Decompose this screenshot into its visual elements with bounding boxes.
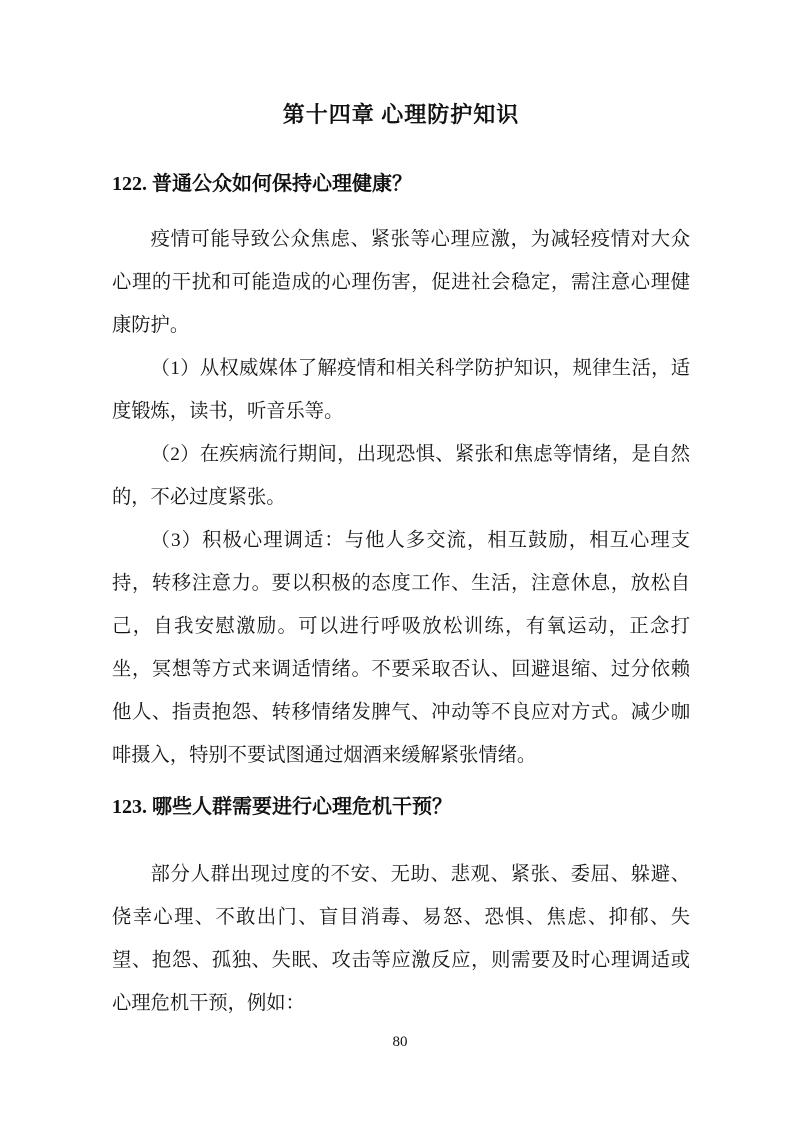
answer-paragraph: 部分人群出现过度的不安、无助、悲观、紧张、委屈、躲避、侥幸心理、不敢出门、盲目消毒、易怒、恐惧、焦虑、抑郁、失望、抱怨、孤独、失眠、攻击等应激反应，则需要及时心理调适或心理危机干预，例如： [112, 864, 690, 1014]
answer-paragraph: （2）在疾病流行期间，出现恐惧、紧张和焦虑等情绪，是自然的，不必过度紧张。 [112, 444, 690, 508]
answer-paragraph: （1）从权威媒体了解疫情和相关科学防护知识，规律生活，适度锻炼，读书，听音乐等。 [112, 358, 690, 422]
page-number: 80 [392, 1034, 408, 1050]
answer-123 [112, 853, 690, 1025]
answer-paragraph: 疫情可能导致公众焦虑、紧张等心理应激，为减轻疫情对大众心理的干扰和可能造成的心理伤害，促进社会稳定，需注意心理健康防护。 [112, 229, 690, 336]
chapter-title: 第十四章 心理防护知识 [282, 102, 520, 127]
question-heading-123: 123. 哪些人群需要进行心理危机干预？ [112, 796, 452, 818]
answer-paragraph: （3）积极心理调适：与他人多交流，相互鼓励，相互心理支持，转移注意力。要以积极的态度工作、生活，注意休息，放松自己，自我安慰激励。可以进行呼吸放松训练，有氧运动，正念打坐，冥想等方式来调适情绪。不要采取否认、回避退缩、过分依赖他人、指责抱怨、转移情绪发脾气、冲动等不良应对方式。减少咖啡摄入，特别不要试图通过烟酒来缓解紧张情绪。 [112, 530, 690, 766]
question-heading-122: 122. 普通公众如何保持心理健康？ [112, 173, 412, 195]
answer-122 [112, 218, 690, 777]
